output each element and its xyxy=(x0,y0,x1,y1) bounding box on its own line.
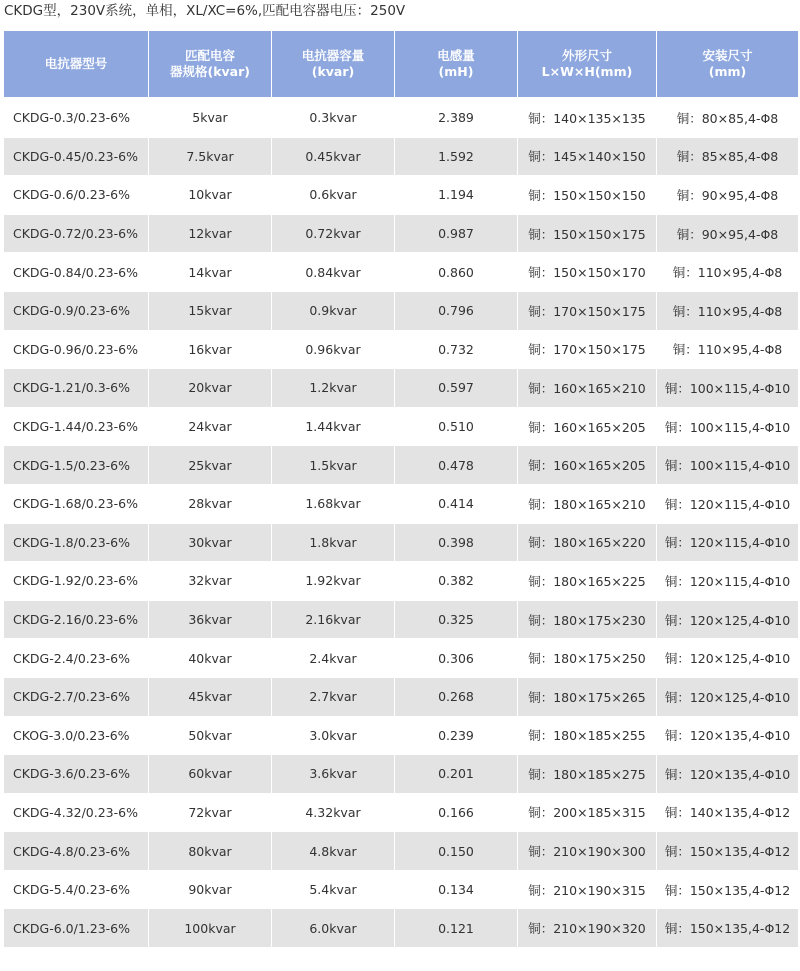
cell-mounting-dimensions: 铜：100×115,4-Φ10 xyxy=(657,408,798,447)
table-row xyxy=(4,99,798,138)
cell-outline-dimensions: 铜：200×185×315 xyxy=(518,794,657,833)
cell-outline-dimensions: 铜：180×185×255 xyxy=(518,717,657,756)
cell-reactor-capacity: 1.92kvar xyxy=(272,562,395,601)
cell-mounting-dimensions: 铜：85×85,4-Φ8 xyxy=(657,138,798,177)
cell-reactor-capacity: 0.96kvar xyxy=(272,331,395,370)
cell-model: CKDG-4.32/0.23-6% xyxy=(4,794,149,833)
cell-reactor-capacity: 2.16kvar xyxy=(272,601,395,640)
cell-reactor-capacity: 1.2kvar xyxy=(272,369,395,408)
table-row xyxy=(4,253,798,292)
cell-model: CKDG-2.16/0.23-6% xyxy=(4,601,149,640)
cell-inductance: 0.150 xyxy=(395,832,518,871)
cell-mounting-dimensions: 铜：150×135,4-Φ12 xyxy=(657,871,798,910)
cell-inductance: 0.414 xyxy=(395,485,518,524)
header-capacitor-spec: 匹配电容 器规格(kvar) xyxy=(149,31,272,99)
table-row xyxy=(4,215,798,254)
cell-model: CKDG-1.5/0.23-6% xyxy=(4,446,149,485)
cell-outline-dimensions: 铜：150×150×150 xyxy=(518,176,657,215)
cell-reactor-capacity: 0.9kvar xyxy=(272,292,395,331)
cell-model: CKDG-1.8/0.23-6% xyxy=(4,524,149,563)
table-row xyxy=(4,331,798,370)
cell-reactor-capacity: 0.6kvar xyxy=(272,176,395,215)
cell-inductance: 2.389 xyxy=(395,99,518,138)
cell-capacitor-spec: 10kvar xyxy=(149,176,272,215)
cell-outline-dimensions: 铜：140×135×135 xyxy=(518,99,657,138)
cell-outline-dimensions: 铜：180×185×275 xyxy=(518,755,657,794)
table-row xyxy=(4,717,798,756)
cell-mounting-dimensions: 铜：150×135,4-Φ12 xyxy=(657,832,798,871)
cell-model: CKDG-2.7/0.23-6% xyxy=(4,678,149,717)
cell-inductance: 1.592 xyxy=(395,138,518,177)
cell-reactor-capacity: 2.4kvar xyxy=(272,639,395,678)
table-row xyxy=(4,794,798,833)
cell-mounting-dimensions: 铜：120×125,4-Φ10 xyxy=(657,601,798,640)
cell-reactor-capacity: 1.44kvar xyxy=(272,408,395,447)
cell-mounting-dimensions: 铜：120×115,4-Φ10 xyxy=(657,485,798,524)
table-row xyxy=(4,485,798,524)
cell-reactor-capacity: 1.68kvar xyxy=(272,485,395,524)
cell-capacitor-spec: 7.5kvar xyxy=(149,138,272,177)
cell-outline-dimensions: 铜：210×190×320 xyxy=(518,909,657,948)
cell-mounting-dimensions: 铜：120×125,4-Φ10 xyxy=(657,678,798,717)
cell-inductance: 0.166 xyxy=(395,794,518,833)
header-reactor-capacity: 电抗器容量 (kvar) xyxy=(272,31,395,99)
cell-outline-dimensions: 铜：180×175×265 xyxy=(518,678,657,717)
cell-outline-dimensions: 铜：160×165×210 xyxy=(518,369,657,408)
cell-reactor-capacity: 1.8kvar xyxy=(272,524,395,563)
cell-reactor-capacity: 3.0kvar xyxy=(272,717,395,756)
table-row xyxy=(4,138,798,177)
table-header-row xyxy=(4,31,798,99)
table-row xyxy=(4,446,798,485)
cell-mounting-dimensions: 铜：150×135,4-Φ12 xyxy=(657,909,798,948)
cell-mounting-dimensions: 铜：120×115,4-Φ10 xyxy=(657,562,798,601)
cell-outline-dimensions: 铜：180×165×210 xyxy=(518,485,657,524)
cell-inductance: 0.796 xyxy=(395,292,518,331)
cell-capacitor-spec: 36kvar xyxy=(149,601,272,640)
cell-model: CKDG-1.92/0.23-6% xyxy=(4,562,149,601)
cell-mounting-dimensions: 铜：120×135,4-Φ10 xyxy=(657,755,798,794)
cell-inductance: 0.201 xyxy=(395,755,518,794)
cell-model: CKDG-0.45/0.23-6% xyxy=(4,138,149,177)
cell-mounting-dimensions: 铜：120×135,4-Φ10 xyxy=(657,717,798,756)
cell-capacitor-spec: 12kvar xyxy=(149,215,272,254)
cell-outline-dimensions: 铜：160×165×205 xyxy=(518,446,657,485)
cell-capacitor-spec: 28kvar xyxy=(149,485,272,524)
reactor-spec-table xyxy=(4,31,798,948)
cell-model: CKDG-0.6/0.23-6% xyxy=(4,176,149,215)
cell-mounting-dimensions: 铜：80×85,4-Φ8 xyxy=(657,99,798,138)
cell-model: CKDG-1.68/0.23-6% xyxy=(4,485,149,524)
table-row xyxy=(4,909,798,948)
cell-outline-dimensions: 铜：170×150×175 xyxy=(518,292,657,331)
cell-inductance: 0.382 xyxy=(395,562,518,601)
cell-outline-dimensions: 铜：170×150×175 xyxy=(518,331,657,370)
cell-model: CKOG-3.0/0.23-6% xyxy=(4,717,149,756)
cell-reactor-capacity: 5.4kvar xyxy=(272,871,395,910)
cell-capacitor-spec: 40kvar xyxy=(149,639,272,678)
cell-capacitor-spec: 90kvar xyxy=(149,871,272,910)
table-caption: CKDG型，230V系统，单相，XL/XC=6%,匹配电容器电压：250V xyxy=(4,3,406,19)
cell-capacitor-spec: 80kvar xyxy=(149,832,272,871)
cell-inductance: 0.860 xyxy=(395,253,518,292)
cell-model: CKDG-5.4/0.23-6% xyxy=(4,871,149,910)
cell-capacitor-spec: 45kvar xyxy=(149,678,272,717)
cell-mounting-dimensions: 铜：100×115,4-Φ10 xyxy=(657,446,798,485)
cell-model: CKDG-0.84/0.23-6% xyxy=(4,253,149,292)
cell-outline-dimensions: 铜：210×190×315 xyxy=(518,871,657,910)
cell-capacitor-spec: 25kvar xyxy=(149,446,272,485)
table-row xyxy=(4,408,798,447)
cell-inductance: 1.194 xyxy=(395,176,518,215)
cell-model: CKDG-6.0/1.23-6% xyxy=(4,909,149,948)
cell-inductance: 0.987 xyxy=(395,215,518,254)
cell-reactor-capacity: 0.72kvar xyxy=(272,215,395,254)
cell-model: CKDG-0.9/0.23-6% xyxy=(4,292,149,331)
cell-outline-dimensions: 铜：150×150×170 xyxy=(518,253,657,292)
cell-capacitor-spec: 15kvar xyxy=(149,292,272,331)
cell-outline-dimensions: 铜：180×165×220 xyxy=(518,524,657,563)
cell-capacitor-spec: 16kvar xyxy=(149,331,272,370)
table-row xyxy=(4,832,798,871)
table-row xyxy=(4,601,798,640)
cell-capacitor-spec: 50kvar xyxy=(149,717,272,756)
cell-outline-dimensions: 铜：160×165×205 xyxy=(518,408,657,447)
header-mounting-dimensions: 安装尺寸 (mm) xyxy=(657,31,798,99)
table-row xyxy=(4,639,798,678)
cell-inductance: 0.306 xyxy=(395,639,518,678)
cell-capacitor-spec: 24kvar xyxy=(149,408,272,447)
table-row xyxy=(4,871,798,910)
cell-inductance: 0.239 xyxy=(395,717,518,756)
cell-mounting-dimensions: 铜：90×95,4-Φ8 xyxy=(657,215,798,254)
cell-model: CKDG-3.6/0.23-6% xyxy=(4,755,149,794)
cell-reactor-capacity: 2.7kvar xyxy=(272,678,395,717)
cell-inductance: 0.121 xyxy=(395,909,518,948)
cell-inductance: 0.510 xyxy=(395,408,518,447)
table-row xyxy=(4,524,798,563)
cell-model: CKDG-0.96/0.23-6% xyxy=(4,331,149,370)
cell-mounting-dimensions: 铜：110×95,4-Φ8 xyxy=(657,331,798,370)
cell-mounting-dimensions: 铜：100×115,4-Φ10 xyxy=(657,369,798,408)
cell-capacitor-spec: 30kvar xyxy=(149,524,272,563)
table-row xyxy=(4,176,798,215)
cell-reactor-capacity: 0.45kvar xyxy=(272,138,395,177)
cell-model: CKDG-1.44/0.23-6% xyxy=(4,408,149,447)
cell-reactor-capacity: 0.3kvar xyxy=(272,99,395,138)
cell-mounting-dimensions: 铜：110×95,4-Φ8 xyxy=(657,253,798,292)
cell-mounting-dimensions: 铜：140×135,4-Φ12 xyxy=(657,794,798,833)
cell-inductance: 0.325 xyxy=(395,601,518,640)
table-row xyxy=(4,292,798,331)
cell-mounting-dimensions: 铜：110×95,4-Φ8 xyxy=(657,292,798,331)
cell-capacitor-spec: 5kvar xyxy=(149,99,272,138)
cell-mounting-dimensions: 铜：120×125,4-Φ10 xyxy=(657,639,798,678)
cell-inductance: 0.732 xyxy=(395,331,518,370)
header-inductance: 电感量 (mH) xyxy=(395,31,518,99)
cell-inductance: 0.268 xyxy=(395,678,518,717)
cell-capacitor-spec: 20kvar xyxy=(149,369,272,408)
table-body xyxy=(4,99,798,948)
cell-reactor-capacity: 3.6kvar xyxy=(272,755,395,794)
cell-reactor-capacity: 1.5kvar xyxy=(272,446,395,485)
cell-reactor-capacity: 4.8kvar xyxy=(272,832,395,871)
cell-capacitor-spec: 32kvar xyxy=(149,562,272,601)
cell-capacitor-spec: 14kvar xyxy=(149,253,272,292)
cell-model: CKDG-4.8/0.23-6% xyxy=(4,832,149,871)
cell-capacitor-spec: 72kvar xyxy=(149,794,272,833)
header-model: 电抗器型号 xyxy=(4,31,149,99)
cell-outline-dimensions: 铜：180×165×225 xyxy=(518,562,657,601)
table-row xyxy=(4,369,798,408)
cell-model: CKDG-2.4/0.23-6% xyxy=(4,639,149,678)
cell-reactor-capacity: 6.0kvar xyxy=(272,909,395,948)
table-row xyxy=(4,678,798,717)
cell-outline-dimensions: 铜：210×190×300 xyxy=(518,832,657,871)
cell-outline-dimensions: 铜：145×140×150 xyxy=(518,138,657,177)
cell-capacitor-spec: 60kvar xyxy=(149,755,272,794)
cell-model: CKDG-0.72/0.23-6% xyxy=(4,215,149,254)
cell-reactor-capacity: 4.32kvar xyxy=(272,794,395,833)
cell-mounting-dimensions: 铜：90×95,4-Φ8 xyxy=(657,176,798,215)
cell-outline-dimensions: 铜：150×150×175 xyxy=(518,215,657,254)
cell-outline-dimensions: 铜：180×175×230 xyxy=(518,601,657,640)
cell-inductance: 0.398 xyxy=(395,524,518,563)
cell-outline-dimensions: 铜：180×175×250 xyxy=(518,639,657,678)
cell-inductance: 0.134 xyxy=(395,871,518,910)
header-outline-dimensions: 外形尺寸 L×W×H(mm) xyxy=(518,31,657,99)
table-row xyxy=(4,755,798,794)
cell-model: CKDG-1.21/0.3-6% xyxy=(4,369,149,408)
cell-inductance: 0.478 xyxy=(395,446,518,485)
cell-model: CKDG-0.3/0.23-6% xyxy=(4,99,149,138)
table-row xyxy=(4,562,798,601)
cell-reactor-capacity: 0.84kvar xyxy=(272,253,395,292)
cell-inductance: 0.597 xyxy=(395,369,518,408)
cell-capacitor-spec: 100kvar xyxy=(149,909,272,948)
cell-mounting-dimensions: 铜：120×115,4-Φ10 xyxy=(657,524,798,563)
